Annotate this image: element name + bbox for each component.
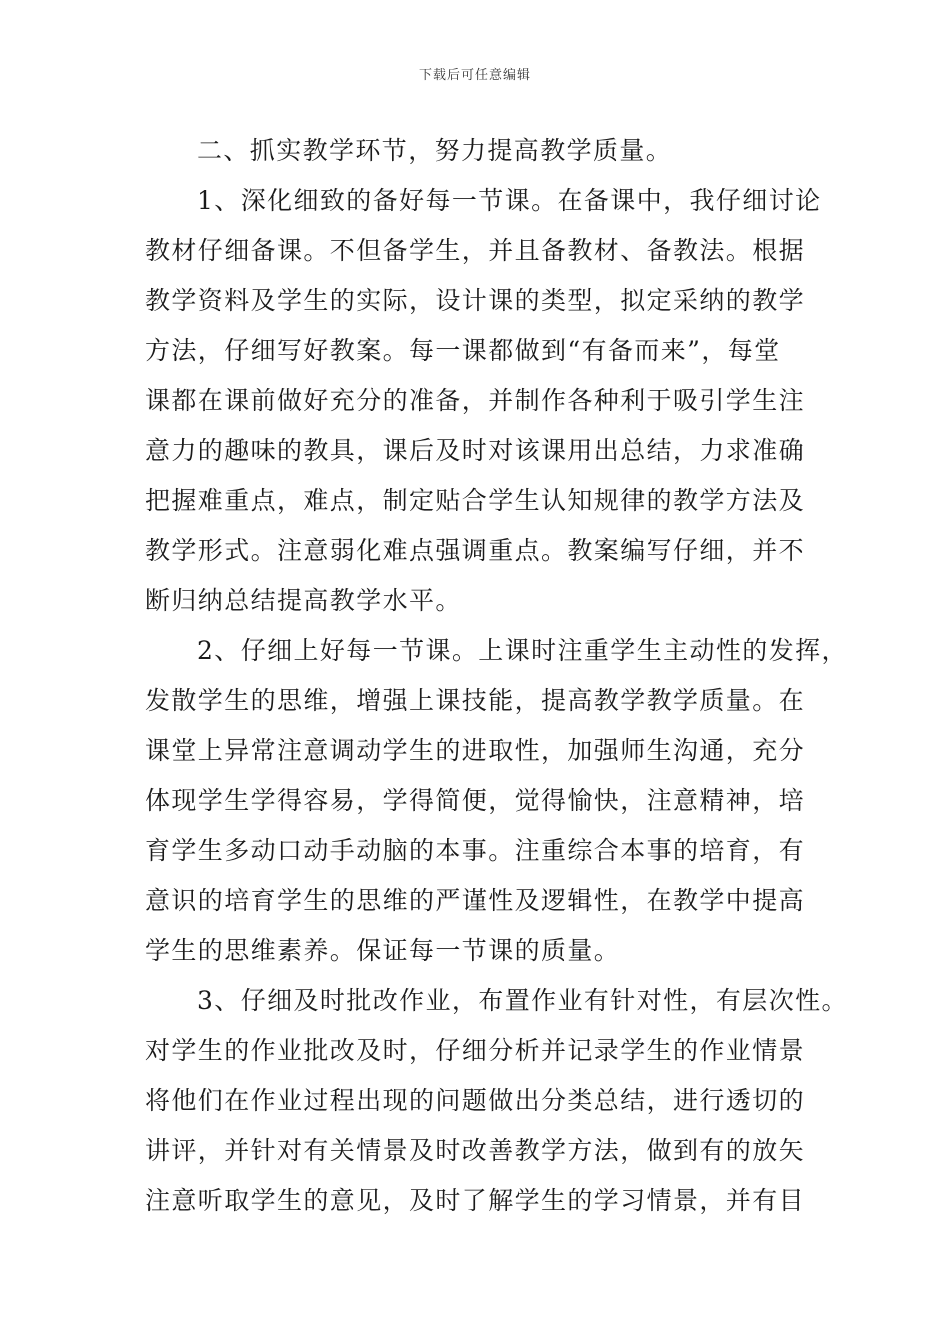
paragraph-1-line: 意力的趣味的教具，课后及时对该课用出总结，力求准确: [145, 436, 806, 465]
section-heading: 二、抓实教学环节，努力提高教学质量。: [197, 136, 673, 165]
document-body: [145, 126, 848, 1226]
page-header: 下载后可任意编辑: [418, 68, 531, 83]
paragraph-1-line: 课都在课前做好充分的准备，并制作各种利于吸引学生注: [145, 386, 806, 415]
paragraph-3-line: 讲评，并针对有关情景及时改善教学方法，做到有的放矢: [145, 1136, 806, 1165]
paragraph-3-line: 将他们在作业过程出现的问题做出分类总结，进行透切的: [145, 1086, 806, 1115]
paragraph-2-line: 意识的培育学生的思维的严谨性及逻辑性，在教学中提高: [145, 886, 806, 915]
paragraph-3-line: 对学生的作业批改及时，仔细分析并记录学生的作业情景: [145, 1036, 806, 1065]
paragraph-3-line: 注意听取学生的意见，及时了解学生的学习情景，并有目: [145, 1186, 806, 1215]
paragraph-2-line: 学生的思维素养。保证每一节课的质量。: [145, 936, 621, 965]
paragraph-3-line: 3、仔细及时批改作业，布置作业有针对性，有层次性。: [197, 986, 848, 1015]
paragraph-1-line: 断归纳总结提高教学水平。: [145, 586, 462, 615]
paragraph-1-line: 方法，仔细写好教案。每一课都做到“有备而来”，每堂: [145, 336, 781, 365]
paragraph-1-line: 把握难重点，难点，制定贴合学生认知规律的教学方法及: [145, 486, 806, 515]
paragraph-2-line: 体现学生学得容易，学得简便，觉得愉快，注意精神，培: [145, 786, 806, 815]
paragraph-2-line: 育学生多动口动手动脑的本事。注重综合本事的培育，有: [145, 836, 806, 865]
paragraph-1-line: 教学形式。注意弱化难点强调重点。教案编写仔细，并不: [145, 536, 806, 565]
paragraph-1-line: 1、深化细致的备好每一节课。在备课中，我仔细讨论: [197, 186, 822, 215]
paragraph-2-line: 发散学生的思维，增强上课技能，提高教学教学质量。在: [145, 686, 806, 715]
paragraph-1-line: 教材仔细备课。不但备学生，并且备教材、备教法。根据: [145, 236, 806, 265]
paragraph-1-line: 教学资料及学生的实际，设计课的类型，拟定采纳的教学: [145, 286, 806, 315]
paragraph-2-line: 课堂上异常注意调动学生的进取性，加强师生沟通，充分: [145, 736, 806, 765]
paragraph-2-line: 2、仔细上好每一节课。上课时注重学生主动性的发挥，: [197, 636, 848, 665]
